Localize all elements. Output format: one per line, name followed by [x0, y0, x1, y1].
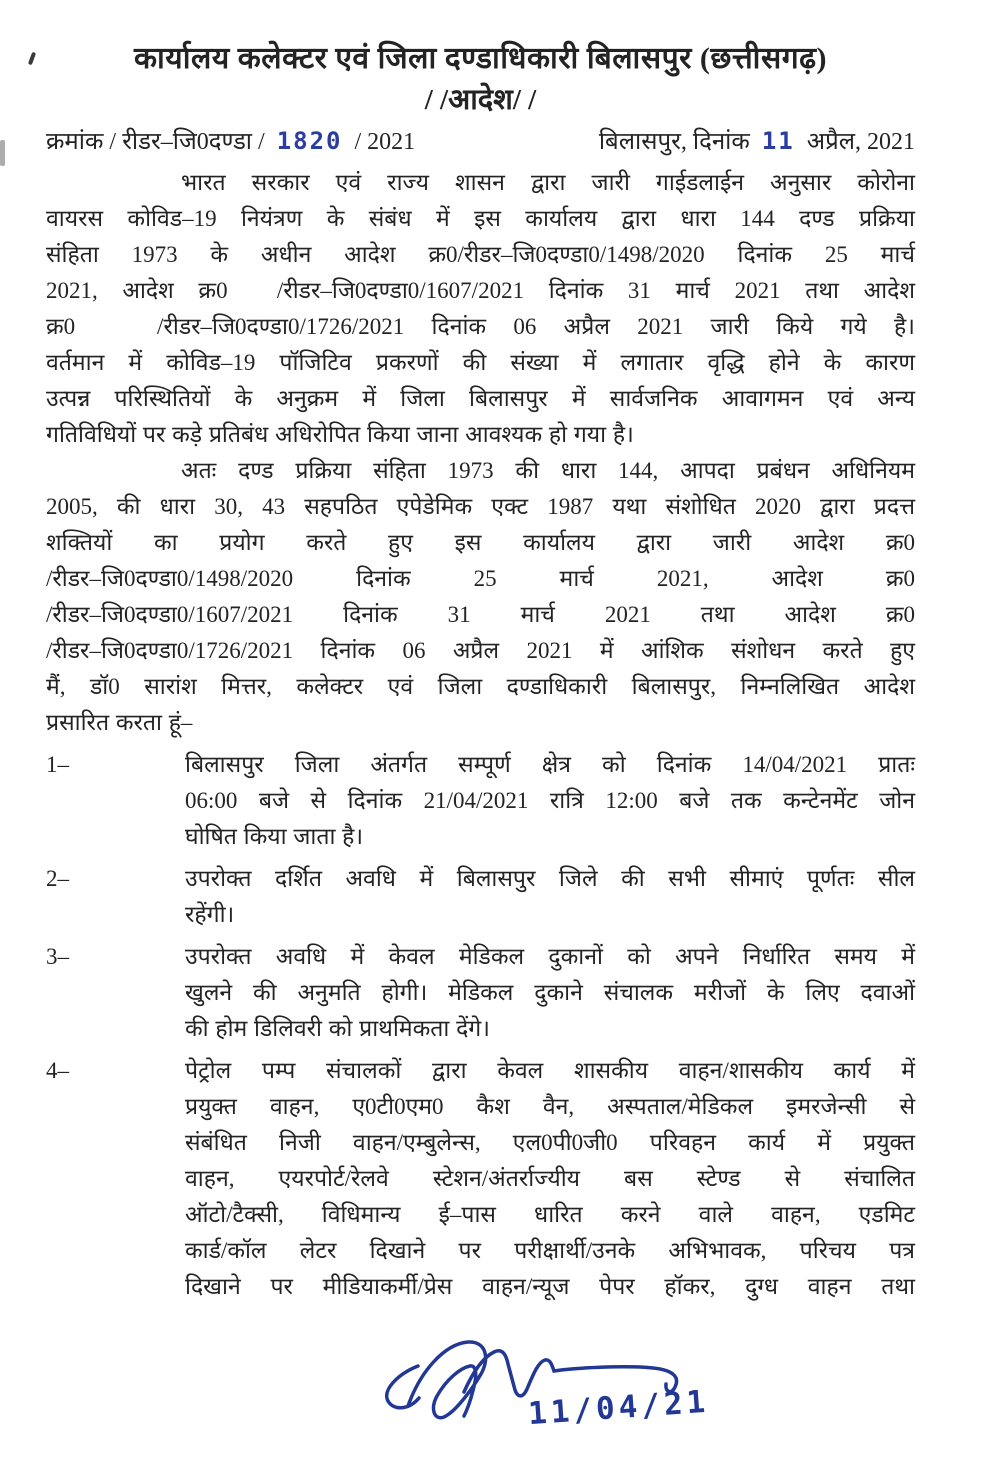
- paragraph-2: [46, 453, 915, 741]
- text-line: /रीडर–जि0दण्डा0/1498/2020 दिनांक 25 मार्च 2021, आदेश क्र0: [46, 566, 915, 591]
- signature-block: [378, 1332, 711, 1462]
- order-item-1: [46, 747, 915, 855]
- text-line: पेट्रोल पम्प संचालकों द्वारा केवल शासकीय वाहन/शासकीय कार्य में: [185, 1058, 915, 1083]
- item-number: 1–: [46, 752, 69, 777]
- text-line: वर्तमान में कोविड–19 पॉजिटिव प्रकरणों की संख्या में लगातार वृद्धि होने के कारण: [46, 350, 915, 375]
- text-line: /रीडर–जि0दण्डा0/1726/2021 दिनांक 06 अप्रैल 2021 में आंशिक संशोधन करते हुए: [46, 638, 915, 663]
- date-day-handwritten: 11: [761, 127, 795, 155]
- place-date-prefix: बिलासपुर, दिनांक: [598, 129, 750, 155]
- order-item-3: [46, 939, 915, 1047]
- text-line: कार्ड/कॉल लेटर दिखाने पर परीक्षार्थी/उनके अभिभावक, परिचय पत्र: [185, 1238, 915, 1263]
- text-line: उपरोक्त अवधि में केवल मेडिकल दुकानों को अपने निर्धारित समय में: [185, 944, 915, 969]
- signature-stroke-loop: [408, 1342, 486, 1418]
- text-line: /रीडर–जि0दण्डा0/1607/2021 दिनांक 31 मार्च 2021 तथा आदेश क्र0: [46, 602, 915, 627]
- order-item-4: [46, 1053, 915, 1305]
- text-line: 2005, की धारा 30, 43 सहपठित एपेडेमिक एक्ट 1987 यथा संशोधित 2020 द्वारा प्रदत्त: [46, 494, 915, 519]
- item-number: 3–: [46, 944, 69, 969]
- signature-stroke-left-curve: [387, 1366, 419, 1408]
- text-line: ऑटो/टैक्सी, विधिमान्य ई–पास धारित करने वाले वाहन, एडमिट: [185, 1202, 915, 1227]
- text-line: रहेंगी।: [185, 902, 235, 927]
- text-line: वाहन, एयरपोर्ट/रेलवे स्टेशन/अंतर्राज्यीय बस स्टेण्ड से संचालित: [185, 1166, 915, 1191]
- paragraph-1: [46, 165, 915, 453]
- text-line: गतिविधियों पर कड़े प्रतिबंध अधिरोपित किया जाना आवश्यक हो गया है।: [46, 422, 634, 447]
- text-line: संबंधित निजी वाहन/एम्बुलेन्स, एल0पी0जी0 परिवहन कार्य में प्रयुक्त: [185, 1130, 915, 1155]
- reference-number-group: [46, 124, 415, 157]
- text-line: की होम डिलिवरी को प्राथमिकता देंगे।: [185, 1016, 490, 1041]
- text-line: वायरस कोविड–19 नियंत्रण के संबंध में इस कार्यालय द्वारा धारा 144 दण्ड प्रक्रिया: [46, 206, 915, 231]
- item-content: [185, 1053, 915, 1305]
- text-line: उपरोक्त दर्शित अवधि में बिलासपुर जिले की सभी सीमाएं पूर्णतः सील: [185, 866, 915, 891]
- text-line: क्र0 /रीडर–जि0दण्डा0/1726/2021 दिनांक 06 अप्रैल 2021 जारी किये गये है।: [46, 314, 915, 339]
- place-date-group: [599, 124, 915, 157]
- item-content: [185, 747, 915, 855]
- item-content: [185, 861, 915, 933]
- text-line: 06:00 बजे से दिनांक 21/04/2021 रात्रि 12:00 बजे तक कन्टेनमेंट जोन: [185, 788, 915, 813]
- item-number: 2–: [46, 866, 69, 891]
- text-line: घोषित किया जाता है।: [185, 824, 364, 849]
- text-line: बिलासपुर जिला अंतर्गत सम्पूर्ण क्षेत्र को दिनांक 14/04/2021 प्रातः: [185, 752, 915, 777]
- reference-suffix: / 2021: [354, 129, 416, 155]
- reference-number-handwritten: 1820: [276, 127, 343, 155]
- text-line: उत्पन्न परिस्थितियों के अनुक्रम में जिला बिलासपुर में सार्वजनिक आवागमन एवं अन्य: [46, 386, 915, 411]
- text-line: 2021, आदेश क्र0 /रीडर–जि0दण्डा0/1607/2021 दिनांक 31 मार्च 2021 तथा आदेश: [46, 278, 915, 303]
- scan-artifact: [28, 52, 36, 66]
- order-item-2: [46, 861, 915, 933]
- text-line: प्रसारित करता हूं–: [46, 710, 193, 735]
- place-date-suffix: अप्रैल, 2021: [806, 129, 915, 155]
- office-title: कार्यालय कलेक्टर एवं जिला दण्डाधिकारी बिलासपुर (छत्तीसगढ़): [134, 42, 827, 75]
- order-heading: / /आदेश/ /: [424, 84, 537, 116]
- text-line: दिखाने पर मीडियाकर्मी/प्रेस वाहन/न्यूज पेपर हॉकर, दुग्ध वाहन तथा: [185, 1274, 915, 1299]
- scan-edge-artifact: [0, 140, 5, 166]
- reference-prefix: क्रमांक / रीडर–जि0दण्डा /: [46, 129, 265, 155]
- text-line: मैं, डॉ0 सारांश मित्तर, कलेक्टर एवं जिला दण्डाधिकारी बिलासपुर, निम्नलिखित आदेश: [46, 674, 915, 699]
- item-content: [185, 939, 915, 1047]
- item-number: 4–: [46, 1058, 69, 1083]
- text-line: भारत सरकार एवं राज्य शासन द्वारा जारी गाईडलाईन अनुसार कोरोना: [181, 170, 915, 195]
- signature-date-handwritten: 11/04/21: [526, 1383, 711, 1433]
- reference-line: [46, 124, 915, 157]
- text-line: संहिता 1973 के अधीन आदेश क्र0/रीडर–जि0दण्डा0/1498/2020 दिनांक 25 मार्च: [46, 242, 915, 267]
- text-line: प्रयुक्त वाहन, ए0टी0एम0 कैश वैन, अस्पताल/मेडिकल इमरजेन्सी से: [185, 1094, 915, 1119]
- text-line: शक्तियों का प्रयोग करते हुए इस कार्यालय द्वारा जारी आदेश क्र0: [46, 530, 915, 555]
- text-line: अतः दण्ड प्रक्रिया संहिता 1973 की धारा 144, आपदा प्रबंधन अधिनियम: [181, 458, 915, 483]
- text-line: खुलने की अनुमति होगी। मेडिकल दुकाने संचालक मरीजों के लिए दवाओं: [185, 980, 915, 1005]
